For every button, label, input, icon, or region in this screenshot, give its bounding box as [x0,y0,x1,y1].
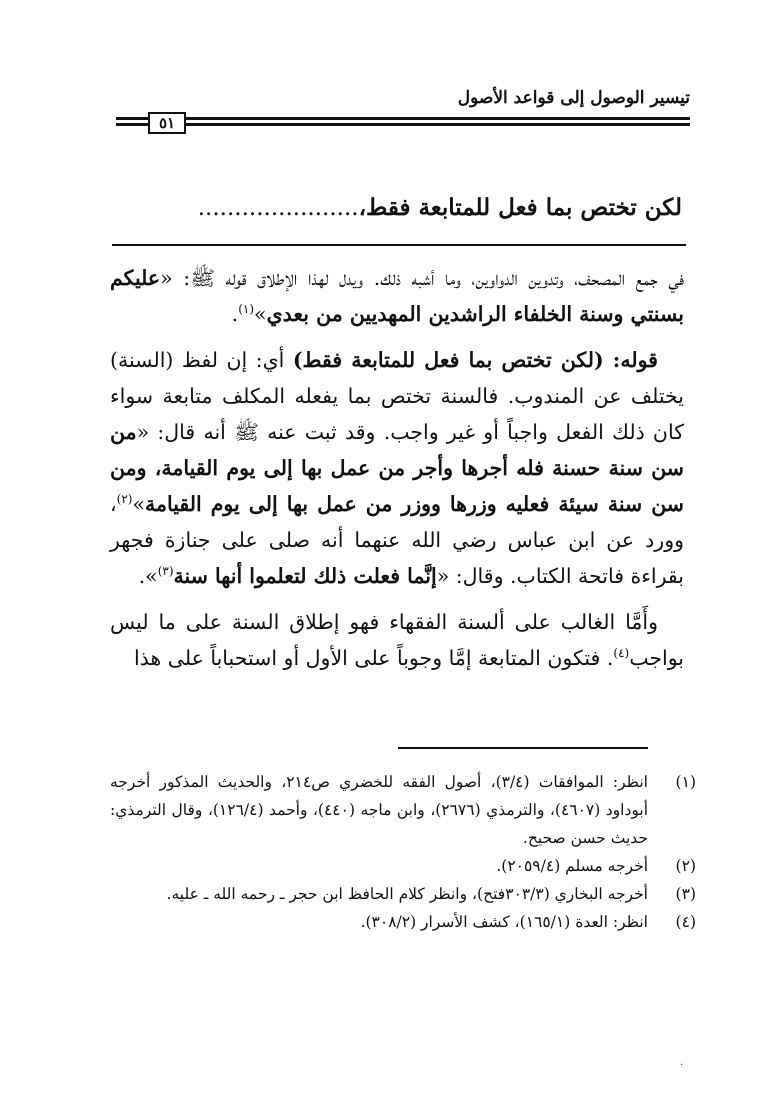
footnote-separator [398,747,648,749]
footnote-ref-2[interactable]: (٢) [116,492,133,507]
footnote-text: انظر: الموافقات (٣/٤)، أصول الفقه للخضري ص٢١٤، والحديث المذكور أخرجه أبوداود (٤٦٠٧)، والترمذي (٢٦٧٦)، وابن ماجه (٤٤٠)، وأحمد (١٢٦/٤)، وقال الترمذي: حديث حسن صحيح. [110,773,649,847]
header-rule [118,117,690,120]
header-rule-left [116,117,144,120]
matn-line [122,194,682,221]
footnote-item [110,880,696,908]
matn-text: لكن تختص بما فعل للمتابعة فقط، [358,194,682,221]
p1-hadith: عليكم بسنتي وسنة الخلفاء الراشدين المهديين من بعدي [110,266,684,326]
footnote-number: (٢) [675,857,696,875]
body-text [110,260,684,676]
page-number: ٥١ [148,112,186,134]
p2-athar: إنَّما فعلت ذلك لتعلموا أنها سنة [173,564,437,588]
footnote-ref-4[interactable]: (٤) [613,646,630,661]
footnote-item [110,852,696,880]
p2-qawluhu: قوله: [603,348,658,372]
p1-text-1: في جمع المصحف، وتدوين الدواوين، وما أشبه ذلك. ويدل لهذا الإطلاق قوله ﷺ: « [160,266,684,290]
running-header-title: تيسير الوصول إلى قواعد الأصول [457,88,690,108]
p2-end: ». [138,564,158,588]
footnote-text: أخرجه البخاري (٣٠٣/٣فتح)، وانظر كلام الحافظ ابن حجر ـ رحمه الله ـ عليه. [166,885,648,903]
p1-end: . [231,302,239,326]
footnote-ref-3[interactable]: (٣) [157,564,174,579]
paragraph-3 [110,604,684,676]
p2-quote-close: » [132,492,145,516]
p2-text-1: أي: إن لفظ (السنة) يختلف عن المندوب. فالسنة تختص بما يفعله المكلف متابعة سواء كان ذلك الفعل واجباً أو غير واجب. وقد ثبت عنه ﷺ أنه قال: « [110,348,684,444]
footnote-number: (١) [675,773,696,791]
footnote-ref-1[interactable]: (١) [238,302,255,317]
corner-mark: · [680,1060,684,1071]
footnote-text: انظر: العدة (١٦٥/١)، كشف الأسرار (٣٠٨/٢). [360,913,648,931]
p2-matn-quote: (لكن تختص بما فعل للمتابعة فقط) [292,348,604,372]
paragraph-1 [110,260,684,332]
matn-dots: ...................... [197,195,359,221]
p3-text-2: . فتكون المتابعة إمَّا وجوباً على الأول أو استحباباً على هذا [133,646,614,670]
footnote-text: أخرجه مسلم (٢٠٥٩/٤). [496,857,648,875]
footnote-number: (٤) [675,913,696,931]
matn-rule [112,244,686,246]
p1-quote-close: » [254,302,267,326]
p2-text-2: ، وورد عن ابن عباس رضي الله عنهما أنه صلى على جنازة فجهر بقراءة فاتحة الكتاب. وقال: « [110,492,684,588]
p2-hadith: من سن سنة حسنة فله أجرها وأجر من عمل بها إلى يوم القيامة، ومن سن سنة سيئة فعليه وزرها ووزر من عمل بها إلى يوم القيامة [110,420,684,516]
p3-text-1: وأَمَّا الغالب على ألسنة الفقهاء فهو إطلاق السنة على ما ليس بواجب [110,610,684,670]
paragraph-2 [110,342,684,594]
footnote-item [110,768,696,852]
footnote-item [110,908,696,936]
footnote-number: (٣) [675,885,696,903]
footnotes [110,768,696,936]
